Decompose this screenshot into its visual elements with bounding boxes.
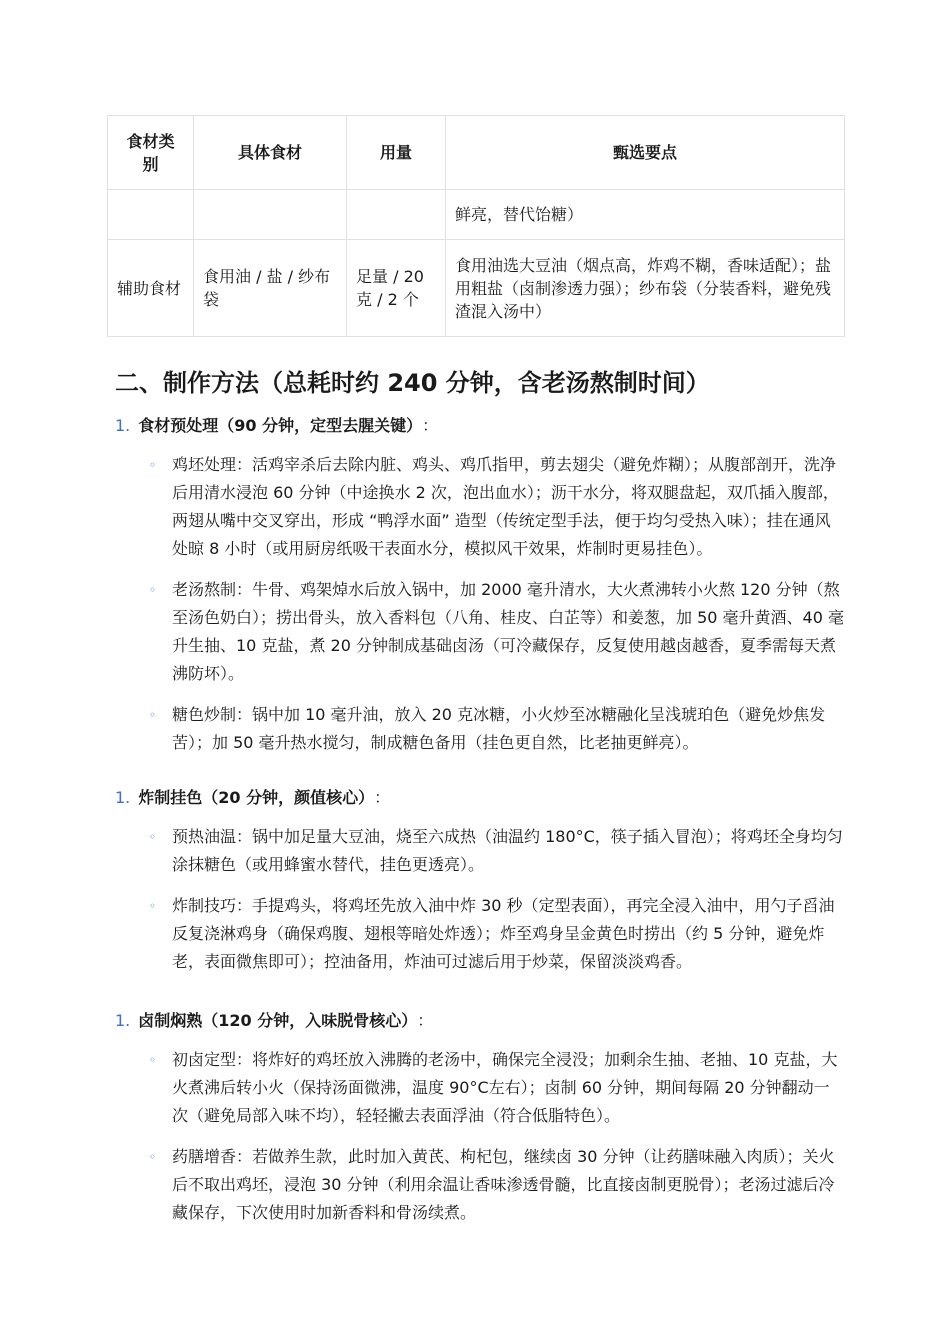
table-cell: 鲜亮，替代饴糖） bbox=[446, 190, 845, 240]
table-cell: 辅助食材 bbox=[108, 240, 194, 337]
step-title-suffix: ： bbox=[417, 1011, 434, 1030]
step-title bbox=[115, 786, 844, 810]
table-row bbox=[108, 190, 845, 240]
ingredients-table bbox=[107, 115, 845, 337]
list-item bbox=[115, 892, 844, 976]
table-header-tips: 甄选要点 bbox=[446, 116, 845, 190]
table-cell: 食用油选大豆油（烟点高，炸鸡不糊，香味适配）；盐用粗盐（卤制渗透力强）；纱布袋（分装香料，避免残渣混入汤中） bbox=[446, 240, 845, 337]
table-cell bbox=[347, 190, 446, 240]
table-header-ingredient: 具体食材 bbox=[194, 116, 347, 190]
step-title-text: 食材预处理（90 分钟，定型去腥关键） bbox=[138, 416, 423, 435]
document-page bbox=[107, 115, 844, 1222]
hollow-bullet-icon: ◦ bbox=[149, 583, 157, 597]
list-item bbox=[115, 451, 844, 563]
hollow-bullet-icon: ◦ bbox=[149, 1150, 157, 1164]
list-item bbox=[115, 701, 844, 757]
hollow-bullet-icon: ◦ bbox=[149, 899, 157, 913]
table-cell: 足量 / 20 克 / 2 个 bbox=[347, 240, 446, 337]
list-item-text: 初卤定型：将炸好的鸡坯放入沸腾的老汤中，确保完全浸没；加剩余生抽、老抽、10 克盐，大火煮沸后转小火（保持汤面微沸，温度 90°C左右）；卤制 60 分钟，期间每隔 20 分钟翻动一次（避免局部入味不均），轻轻撇去表面浮油（符合低脂特色）。 bbox=[172, 1050, 838, 1125]
table-cell: 食用油 / 盐 / 纱布袋 bbox=[194, 240, 347, 337]
table-header-row bbox=[108, 116, 845, 190]
step-title-text: 炸制挂色（20 分钟，颜值核心） bbox=[138, 788, 375, 807]
step-title-suffix: ： bbox=[374, 788, 391, 807]
list-item-text: 老汤熬制：牛骨、鸡架焯水后放入锅中，加 2000 毫升清水，大火煮沸转小火熬 120 分钟（熬至汤色奶白）；捞出骨头，放入香料包（八角、桂皮、白芷等）和姜葱，加 50 毫升黄酒、40 毫升生抽、10 克盐，煮 20 分钟制成基础卤汤（可冷藏保存，反复使用越卤越香，夏季需每天煮沸防坏）。 bbox=[172, 580, 844, 683]
hollow-bullet-icon: ◦ bbox=[149, 1053, 157, 1067]
list-item bbox=[115, 576, 844, 688]
list-item-text: 药膳增香：若做养生款，此时加入黄芪、枸杞包，继续卤 30 分钟（让药膳味融入肉质）；关火后不取出鸡坯，浸泡 30 分钟（利用余温让香味渗透骨髓，比直接卤制更脱骨）；老汤过滤后冷藏保存，下次使用时加新香料和骨汤续煮。 bbox=[172, 1147, 835, 1222]
list-item bbox=[115, 823, 844, 879]
step-title bbox=[115, 414, 844, 438]
list-number: 1. bbox=[115, 788, 131, 807]
step-section-prep bbox=[115, 414, 844, 757]
list-item-text: 糖色炒制：锅中加 10 毫升油，放入 20 克冰糖，小火炒至冰糖融化呈浅琥珀色（避免炒焦发苦）；加 50 毫升热水搅匀，制成糖色备用（挂色更自然，比老抽更鲜亮）。 bbox=[172, 705, 826, 752]
list-item-text: 炸制技巧：手提鸡头，将鸡坯先放入油中炸 30 秒（定型表面），再完全浸入油中，用勺子舀油反复浇淋鸡身（确保鸡腹、翅根等暗处炸透）；炸至鸡身呈金黄色时捞出（约 5 分钟，避免炸老，表面微焦即可）；控油备用，炸油可过滤后用于炒菜，保留淡淡鸡香。 bbox=[172, 896, 835, 971]
list-item-text: 鸡坯处理：活鸡宰杀后去除内脏、鸡头、鸡爪指甲，剪去翅尖（避免炸糊）；从腹部剖开，洗净后用清水浸泡 60 分钟（中途换水 2 次，泡出血水）；沥干水分，将双腿盘起，双爪插入腹部，两翅从嘴中交叉穿出，形成 “鸭浮水面” 造型（传统定型手法，便于均匀受热入味）；挂在通风处晾 8 小时（或用厨房纸吸干表面水分，模拟风干效果，炸制时更易挂色）。 bbox=[172, 455, 839, 558]
list-number: 1. bbox=[115, 416, 131, 435]
table-cell bbox=[194, 190, 347, 240]
step-section-fry bbox=[115, 786, 844, 976]
section-heading: 二、制作方法（总耗时约 240 分钟，含老汤熬制时间） bbox=[115, 369, 710, 397]
step-section-braise bbox=[115, 1009, 844, 1227]
step-title-text: 卤制焖熟（120 分钟，入味脱骨核心） bbox=[138, 1011, 418, 1030]
table-header-amount: 用量 bbox=[347, 116, 446, 190]
hollow-bullet-icon: ◦ bbox=[149, 708, 157, 722]
list-item-text: 预热油温：锅中加足量大豆油，烧至六成热（油温约 180°C，筷子插入冒泡）；将鸡坯全身均匀涂抹糖色（或用蜂蜜水替代，挂色更透亮）。 bbox=[172, 827, 843, 874]
step-title bbox=[115, 1009, 844, 1033]
hollow-bullet-icon: ◦ bbox=[149, 458, 157, 472]
list-item bbox=[115, 1143, 844, 1227]
list-number: 1. bbox=[115, 1011, 131, 1030]
table-cell bbox=[108, 190, 194, 240]
table-row bbox=[108, 240, 845, 337]
hollow-bullet-icon: ◦ bbox=[149, 830, 157, 844]
table-header-category: 食材类别 bbox=[108, 116, 194, 190]
step-title-suffix: ： bbox=[422, 416, 439, 435]
list-item bbox=[115, 1046, 844, 1130]
